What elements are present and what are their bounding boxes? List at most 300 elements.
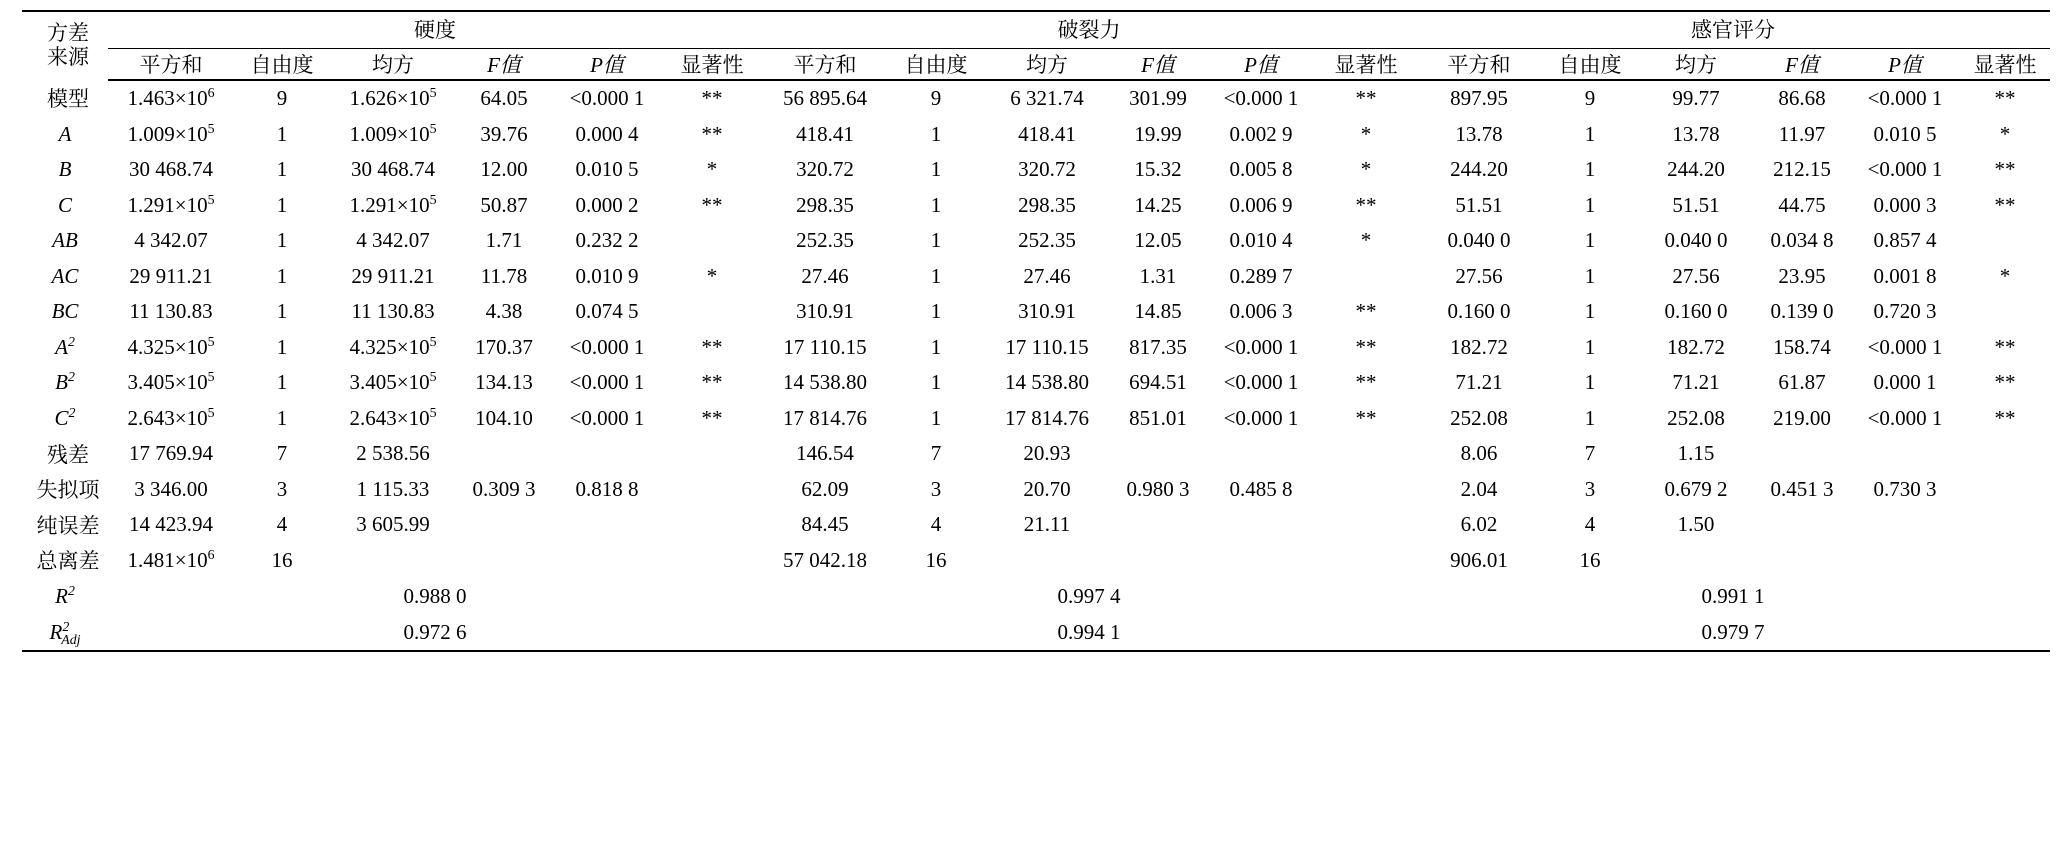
cell: 1.50 [1677, 512, 1715, 537]
cell: 0.139 0 [1770, 299, 1834, 324]
cell: 14.25 [1134, 192, 1182, 217]
table-row [22, 365, 2050, 401]
cell: 0.485 8 [1229, 476, 1293, 501]
summary-value-r2-hardness: 0.988 0 [403, 583, 467, 608]
cell: 252.08 [1450, 405, 1508, 430]
cell: 7 [276, 441, 288, 466]
cell [1316, 436, 1416, 472]
summary-label-r2-text: $R^2$ [55, 582, 75, 608]
cell: * [706, 263, 718, 288]
cell [1638, 543, 1754, 579]
cell: 12.05 [1134, 228, 1182, 253]
cell: <0.000 1 [1223, 405, 1299, 430]
cell: 30 468.74 [129, 157, 213, 182]
cell: $1.009\times 10^5$ [127, 120, 215, 146]
subheader-sig-3: 显著性 [1960, 49, 2050, 81]
subheader-f-3: F值 [1754, 49, 1850, 81]
cell: 23.95 [1778, 263, 1826, 288]
cell: 16 [271, 547, 293, 572]
cell: 0.001 8 [1873, 263, 1937, 288]
cell: 6 321.74 [1010, 86, 1084, 111]
cell: <0.000 1 [1867, 86, 1943, 111]
cell: 20.70 [1023, 476, 1071, 501]
cell: 0.002 9 [1229, 121, 1293, 146]
cell: 817.35 [1129, 334, 1187, 359]
cell: 13.78 [1672, 121, 1720, 146]
summary-label-r2 [22, 578, 108, 614]
row-label: 总离差 [36, 549, 100, 574]
cell: 3 [1584, 476, 1596, 501]
subheader-f-2: F值 [1110, 49, 1206, 81]
cell: 298.35 [1018, 192, 1076, 217]
row-label: A [58, 121, 72, 146]
cell: ** [1994, 157, 2016, 182]
cell: 2.04 [1460, 476, 1498, 501]
cell: 0.160 0 [1447, 299, 1511, 324]
cell: 252.35 [1018, 228, 1076, 253]
summary-value-r2adj-breaking-force: 0.994 1 [762, 614, 1416, 651]
cell: <0.000 1 [569, 334, 645, 359]
cell: * [706, 157, 718, 182]
cell: 1.71 [485, 228, 523, 253]
cell: 1 [1584, 299, 1596, 324]
cell [1960, 223, 2050, 259]
cell: 16 [925, 547, 947, 572]
cell: ** [1355, 299, 1377, 324]
cell: 1 [1584, 121, 1596, 146]
cell: 0.818 8 [575, 476, 639, 501]
cell [662, 223, 762, 259]
cell [1316, 472, 1416, 508]
table-row [22, 294, 2050, 330]
cell: 0.451 3 [1770, 476, 1834, 501]
subheader-p-3: P值 [1850, 49, 1960, 81]
cell: <0.000 1 [1223, 334, 1299, 359]
cell: 7 [930, 441, 942, 466]
cell: 4 342.07 [356, 228, 430, 253]
cell [1754, 543, 1850, 579]
cell [1110, 436, 1206, 472]
cell: 29 911.21 [129, 263, 213, 288]
cell: 0.040 0 [1664, 228, 1728, 253]
cell: ** [701, 121, 723, 146]
cell: 1 [1584, 192, 1596, 217]
cell [552, 507, 662, 543]
cell [1960, 294, 2050, 330]
subheader-df-3: 自由度 [1542, 49, 1638, 81]
cell [662, 543, 762, 579]
cell: 51.51 [1672, 192, 1720, 217]
cell: ** [701, 334, 723, 359]
table-row [22, 117, 2050, 153]
row-label: 纯误差 [36, 513, 100, 538]
cell: 71.21 [1455, 370, 1503, 395]
cell [662, 507, 762, 543]
cell: 13.78 [1455, 121, 1503, 146]
cell: 4.38 [485, 299, 523, 324]
cell: 29 911.21 [351, 263, 435, 288]
cell: 0.980 3 [1126, 476, 1190, 501]
cell: ** [1994, 86, 2016, 111]
cell: * [1999, 121, 2011, 146]
header-group-row [22, 11, 2050, 49]
cell: 1 [276, 121, 288, 146]
row-label: B [58, 157, 72, 182]
cell [1960, 507, 2050, 543]
cell: ** [1994, 370, 2016, 395]
cell [1754, 436, 1850, 472]
cell: 1 [930, 228, 942, 253]
cell: 897.95 [1450, 86, 1508, 111]
summary-label-r2adj-text: $R^2_{Adj}$ [49, 618, 81, 647]
cell: 0.010 9 [575, 263, 639, 288]
cell: * [1360, 121, 1372, 146]
cell: 694.51 [1129, 370, 1187, 395]
header-sub-row [22, 49, 2050, 81]
cell: 310.91 [796, 299, 854, 324]
cell: 1 [930, 299, 942, 324]
source-header-line1: 方差 [47, 21, 89, 46]
cell: 182.72 [1667, 334, 1725, 359]
source-header-cell [22, 11, 108, 80]
subheader-ss-1: 平方和 [108, 49, 234, 81]
subheader-p-2: P值 [1206, 49, 1316, 81]
cell: 0.074 5 [575, 299, 639, 324]
subheader-df-1: 自由度 [234, 49, 330, 81]
table-row [22, 259, 2050, 295]
cell: 0.006 9 [1229, 192, 1293, 217]
cell: 1 [930, 263, 942, 288]
cell: ** [1994, 334, 2016, 359]
cell: 64.05 [480, 86, 528, 111]
cell: 99.77 [1672, 86, 1720, 111]
source-header-line2: 来源 [47, 45, 89, 69]
cell: 1 [276, 157, 288, 182]
cell: * [1360, 228, 1372, 253]
cell [330, 543, 456, 579]
cell: 3 [276, 476, 288, 501]
cell: 57 042.18 [783, 547, 867, 572]
cell: 0.289 7 [1229, 263, 1293, 288]
cell: 12.00 [480, 157, 528, 182]
cell: $1.291\times 10^5$ [349, 191, 437, 217]
summary-value-r2-breaking-force: 0.997 4 [1057, 583, 1121, 608]
cell: 219.00 [1773, 405, 1831, 430]
cell: 62.09 [801, 476, 849, 501]
cell: 0.040 0 [1447, 228, 1511, 253]
cell: 1 [276, 228, 288, 253]
cell: 320.72 [796, 157, 854, 182]
cell: 1 [930, 192, 942, 217]
cell: 0.160 0 [1664, 299, 1728, 324]
cell: $1.291\times 10^5$ [127, 191, 215, 217]
cell: 0.857 4 [1873, 228, 1937, 253]
cell: 1 [930, 157, 942, 182]
cell: 17 814.76 [1005, 405, 1089, 430]
cell: 1 [1584, 228, 1596, 253]
cell: 1 115.33 [356, 476, 430, 501]
cell: <0.000 1 [1867, 157, 1943, 182]
cell: 182.72 [1450, 334, 1508, 359]
cell: 1 [276, 334, 288, 359]
cell [1960, 543, 2050, 579]
cell: 1 [930, 370, 942, 395]
cell: 0.720 3 [1873, 299, 1937, 324]
table-row [22, 436, 2050, 472]
cell: 104.10 [475, 405, 533, 430]
cell: $2.643\times 10^5$ [127, 404, 215, 430]
row-label: 残差 [47, 442, 89, 467]
cell: 252.08 [1667, 405, 1725, 430]
cell: 4 [1584, 512, 1596, 537]
table-row [22, 80, 2050, 117]
table-row [22, 543, 2050, 579]
row-label: $A^2$ [55, 333, 75, 359]
cell: 906.01 [1450, 547, 1508, 572]
summary-row-r2 [22, 578, 2050, 614]
cell: 0.000 4 [575, 121, 639, 146]
cell: 8.06 [1460, 441, 1498, 466]
cell: 17 110.15 [1005, 334, 1089, 359]
cell: 14 538.80 [783, 370, 867, 395]
cell [1316, 507, 1416, 543]
cell: 1 [276, 192, 288, 217]
cell: ** [1355, 405, 1377, 430]
subheader-sig-1: 显著性 [662, 49, 762, 81]
cell: $1.626\times 10^5$ [349, 85, 437, 111]
row-label: AC [51, 263, 79, 288]
cell: 11 130.83 [351, 299, 435, 324]
cell: 3 346.00 [134, 476, 208, 501]
cell: 244.20 [1667, 157, 1725, 182]
cell: 27.56 [1455, 263, 1503, 288]
cell [1850, 507, 1960, 543]
cell: 0.010 5 [1873, 121, 1937, 146]
row-label: 失拟项 [36, 478, 100, 503]
row-label: C [57, 192, 72, 217]
cell: 27.46 [801, 263, 849, 288]
summary-value-r2adj-hardness: 0.972 6 [108, 614, 762, 651]
cell: 1 [276, 263, 288, 288]
subheader-ms-3: 均方 [1638, 49, 1754, 81]
cell: 0.000 2 [575, 192, 639, 217]
table-row [22, 507, 2050, 543]
cell: 6.02 [1460, 512, 1498, 537]
cell: 14.85 [1134, 299, 1182, 324]
cell: 51.51 [1455, 192, 1503, 217]
cell: 418.41 [1018, 121, 1076, 146]
cell: 30 468.74 [351, 157, 435, 182]
cell: ** [1355, 370, 1377, 395]
cell: 0.000 3 [1873, 192, 1937, 217]
cell: 1 [1584, 263, 1596, 288]
cell: * [1360, 157, 1372, 182]
cell: <0.000 1 [569, 86, 645, 111]
summary-value-r2-sensory-score: 0.991 1 [1701, 583, 1765, 608]
group-header-breaking-force: 破裂力 [762, 11, 1416, 49]
cell: 7 [1584, 441, 1596, 466]
cell: 11.78 [480, 263, 528, 288]
cell: <0.000 1 [1867, 405, 1943, 430]
cell: 418.41 [796, 121, 854, 146]
cell: 252.35 [796, 228, 854, 253]
cell: 0.309 3 [472, 476, 536, 501]
summary-row-r2adj [22, 614, 2050, 651]
table-row [22, 152, 2050, 188]
cell: 0.010 5 [575, 157, 639, 182]
table-row [22, 223, 2050, 259]
cell: 146.54 [796, 441, 854, 466]
cell: 301.99 [1129, 86, 1187, 111]
cell: <0.000 1 [569, 370, 645, 395]
cell: ** [701, 370, 723, 395]
cell: ** [1994, 405, 2016, 430]
cell: 56 895.64 [783, 86, 867, 111]
cell: <0.000 1 [1867, 334, 1943, 359]
cell: 1 [1584, 370, 1596, 395]
cell: * [1999, 263, 2011, 288]
cell: 1 [930, 334, 942, 359]
cell: 27.56 [1672, 263, 1720, 288]
cell: 2 538.56 [356, 441, 430, 466]
cell: 0.005 8 [1229, 157, 1293, 182]
cell: 14 423.94 [129, 512, 213, 537]
cell: 14 538.80 [1005, 370, 1089, 395]
cell: ** [1355, 192, 1377, 217]
cell: 244.20 [1450, 157, 1508, 182]
cell: ** [1355, 86, 1377, 111]
cell: ** [1994, 192, 2016, 217]
row-label: 模型 [47, 87, 89, 112]
cell: 134.13 [475, 370, 533, 395]
cell: 4 342.07 [134, 228, 208, 253]
cell: 86.68 [1778, 86, 1826, 111]
subheader-sig-2: 显著性 [1316, 49, 1416, 81]
cell: 9 [1584, 86, 1596, 111]
cell: 17 110.15 [783, 334, 867, 359]
cell: 0.034 8 [1770, 228, 1834, 253]
cell: $4.325\times 10^5$ [127, 333, 215, 359]
table-row [22, 472, 2050, 508]
cell: $4.325\times 10^5$ [349, 333, 437, 359]
cell: 84.45 [801, 512, 849, 537]
subheader-p-1: P值 [552, 49, 662, 81]
cell: 1.15 [1677, 441, 1715, 466]
cell: 1 [276, 370, 288, 395]
row-label: $B^2$ [55, 369, 75, 395]
row-label: $C^2$ [54, 404, 76, 430]
cell: ** [1355, 334, 1377, 359]
cell: 21.11 [1023, 512, 1071, 537]
cell [1960, 436, 2050, 472]
cell: 3 [930, 476, 942, 501]
group-header-hardness: 硬度 [108, 11, 762, 49]
cell [1206, 436, 1316, 472]
cell: 9 [276, 86, 288, 111]
cell: <0.000 1 [1223, 370, 1299, 395]
cell: 27.46 [1023, 263, 1071, 288]
cell: 71.21 [1672, 370, 1720, 395]
subheader-ms-2: 均方 [984, 49, 1110, 81]
cell [662, 472, 762, 508]
cell: 0.006 3 [1229, 299, 1293, 324]
cell [1754, 507, 1850, 543]
cell [662, 294, 762, 330]
cell: 4 [930, 512, 942, 537]
cell [1316, 259, 1416, 295]
cell: 19.99 [1134, 121, 1182, 146]
cell [1316, 543, 1416, 579]
cell: 212.15 [1773, 157, 1831, 182]
table-row [22, 188, 2050, 224]
cell: 1 [930, 121, 942, 146]
cell [984, 543, 1110, 579]
cell: 1 [1584, 405, 1596, 430]
cell: ** [701, 405, 723, 430]
subheader-ms-1: 均方 [330, 49, 456, 81]
cell: 9 [930, 86, 942, 111]
cell [1110, 543, 1206, 579]
subheader-df-2: 自由度 [888, 49, 984, 81]
cell [1850, 436, 1960, 472]
cell: 39.76 [480, 121, 528, 146]
cell: 851.01 [1129, 405, 1187, 430]
cell [456, 436, 552, 472]
cell: 1 [930, 405, 942, 430]
cell: 3 605.99 [356, 512, 430, 537]
cell: 0.679 2 [1664, 476, 1728, 501]
cell: 0.232 2 [575, 228, 639, 253]
cell: $3.405\times 10^5$ [349, 369, 437, 395]
cell: 11.97 [1778, 121, 1826, 146]
row-label: AB [52, 228, 78, 253]
summary-label-r2adj [22, 614, 108, 651]
cell [662, 436, 762, 472]
cell [456, 507, 552, 543]
cell [1850, 543, 1960, 579]
cell: 1 [1584, 157, 1596, 182]
cell: 16 [1579, 547, 1601, 572]
cell: 298.35 [796, 192, 854, 217]
cell: 0.010 4 [1229, 228, 1293, 253]
table-row [22, 330, 2050, 366]
cell: <0.000 1 [569, 405, 645, 430]
cell: 1 [1584, 334, 1596, 359]
cell: 1 [276, 405, 288, 430]
cell [456, 543, 552, 579]
cell: $1.463\times 10^6$ [127, 85, 215, 111]
anova-table [22, 10, 2050, 652]
cell: 310.91 [1018, 299, 1076, 324]
cell: 17 769.94 [129, 441, 213, 466]
subheader-f-1: F值 [456, 49, 552, 81]
cell: $1.009\times 10^5$ [349, 120, 437, 146]
group-header-sensory-score: 感官评分 [1416, 11, 2050, 49]
cell: 1 [276, 299, 288, 324]
cell: <0.000 1 [1223, 86, 1299, 111]
cell: 1.31 [1139, 263, 1177, 288]
cell: ** [701, 86, 723, 111]
summary-value-r2adj-sensory-score: 0.979 7 [1416, 614, 2050, 651]
cell: 4 [276, 512, 288, 537]
subheader-ss-3: 平方和 [1416, 49, 1542, 81]
cell [552, 543, 662, 579]
cell: 0.730 3 [1873, 476, 1937, 501]
cell [1110, 507, 1206, 543]
cell: 15.32 [1134, 157, 1182, 182]
cell: 0.000 1 [1873, 370, 1937, 395]
cell: 158.74 [1773, 334, 1831, 359]
